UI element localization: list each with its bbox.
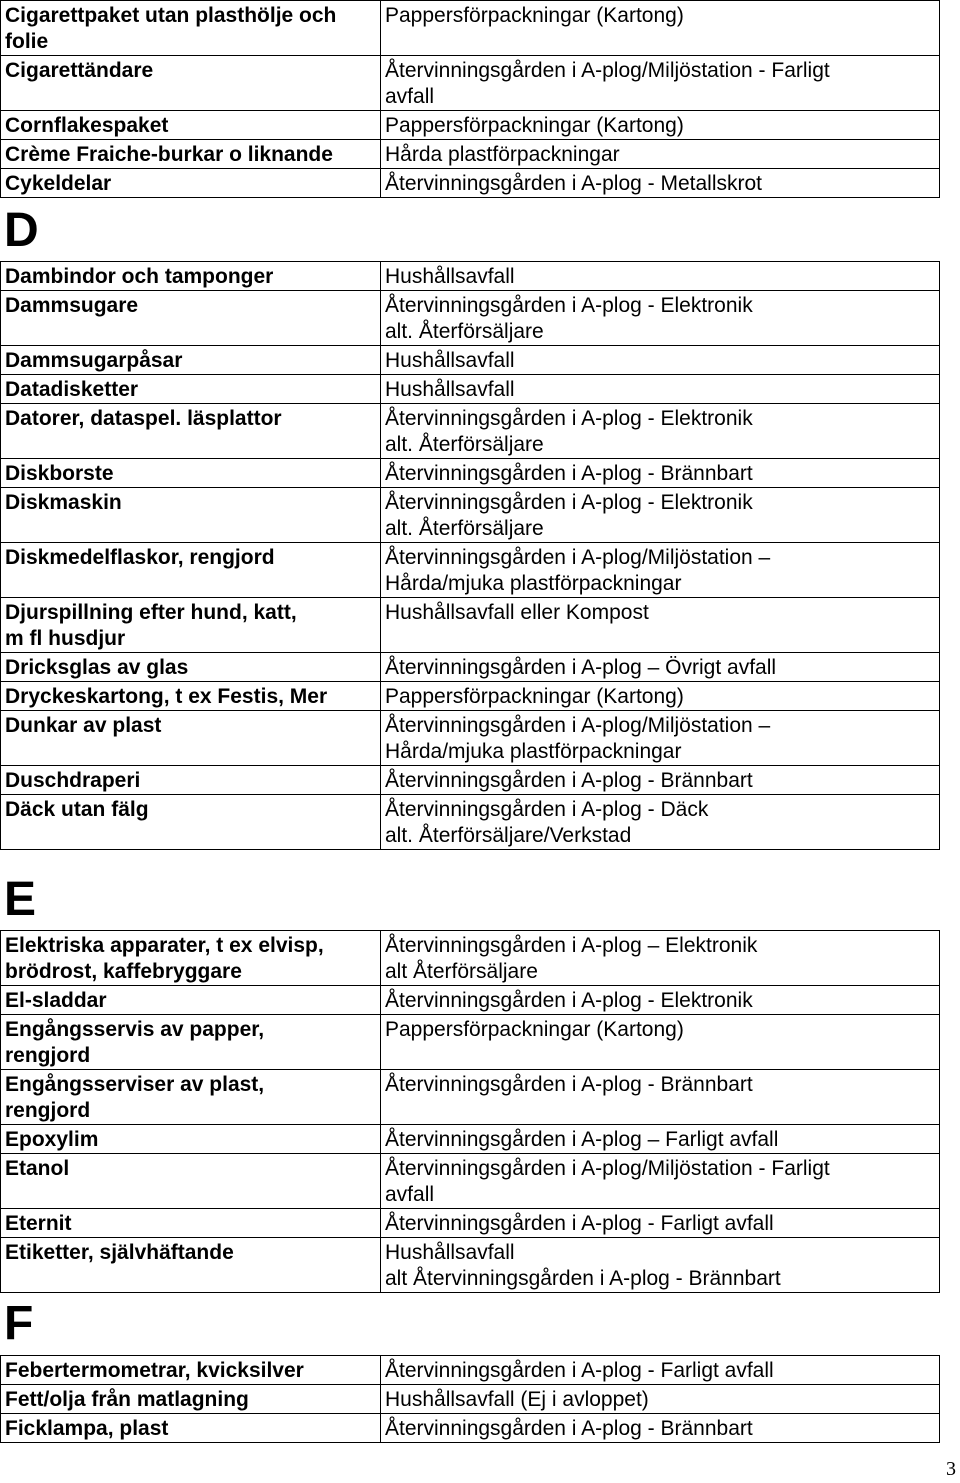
item-cell bbox=[1, 56, 381, 111]
table-body bbox=[1, 931, 940, 1293]
destination-cell bbox=[381, 598, 940, 653]
destination-cell bbox=[381, 459, 940, 488]
destination-text: Återvinningsgården i A-plog/Miljöstation – Hårda/mjuka plastförpackningar bbox=[385, 546, 771, 595]
item-cell bbox=[1, 1414, 381, 1443]
destination-cell bbox=[381, 543, 940, 598]
table-row bbox=[1, 1385, 940, 1414]
table-row bbox=[1, 111, 940, 140]
item-cell bbox=[1, 653, 381, 682]
table-row bbox=[1, 262, 940, 291]
item-name: Datadisketter bbox=[5, 378, 139, 401]
destination-cell bbox=[381, 111, 940, 140]
item-cell bbox=[1, 598, 381, 653]
item-name: Däck utan fälg bbox=[5, 798, 149, 821]
destination-text: Pappersförpackningar (Kartong) bbox=[385, 114, 684, 137]
table-row bbox=[1, 1125, 940, 1154]
table-row bbox=[1, 488, 940, 543]
item-cell bbox=[1, 346, 381, 375]
destination-text: Hushållsavfall (Ej i avloppet) bbox=[385, 1388, 649, 1411]
destination-text: Hushållsavfall bbox=[385, 265, 515, 288]
item-cell bbox=[1, 140, 381, 169]
table-row bbox=[1, 711, 940, 766]
destination-text: Återvinningsgården i A-plog/Miljöstation - Farligt avfall bbox=[385, 59, 830, 108]
destination-text: Återvinningsgården i A-plog/Miljöstation - Farligt avfall bbox=[385, 1157, 830, 1206]
page-number: 3 bbox=[946, 1458, 956, 1480]
table-body bbox=[1, 1, 940, 198]
destination-text: Återvinningsgården i A-plog - Däck alt. Återförsäljare/Verkstad bbox=[385, 798, 709, 847]
table-row bbox=[1, 653, 940, 682]
destination-cell bbox=[381, 682, 940, 711]
item-cell bbox=[1, 375, 381, 404]
item-name: Febertermometrar, kvicksilver bbox=[5, 1359, 304, 1382]
item-name: Datorer, dataspel. läsplattor bbox=[5, 407, 282, 430]
destination-text: Återvinningsgården i A-plog - Elektronik alt. Återförsäljare bbox=[385, 407, 753, 456]
item-name: Fett/olja från matlagning bbox=[5, 1388, 249, 1411]
sorting-table-c bbox=[0, 0, 940, 198]
item-name: Engångsservis av papper, rengjord bbox=[5, 1018, 265, 1067]
destination-cell bbox=[381, 795, 940, 850]
destination-text: Hushållsavfall bbox=[385, 378, 515, 401]
table-row bbox=[1, 140, 940, 169]
destination-cell bbox=[381, 1209, 940, 1238]
sorting-table-f bbox=[0, 1355, 940, 1443]
destination-cell bbox=[381, 1356, 940, 1385]
destination-cell bbox=[381, 711, 940, 766]
destination-cell bbox=[381, 1385, 940, 1414]
item-name: Cornflakespaket bbox=[5, 114, 169, 137]
item-cell bbox=[1, 682, 381, 711]
destination-text: Återvinningsgården i A-plog – Farligt avfall bbox=[385, 1128, 779, 1151]
destination-text: Återvinningsgården i A-plog – Övrigt avfall bbox=[385, 656, 777, 679]
item-name: Dryckeskartong, t ex Festis, Mer bbox=[5, 685, 328, 708]
destination-text: Återvinningsgården i A-plog - Farligt avfall bbox=[385, 1212, 774, 1235]
table-row bbox=[1, 291, 940, 346]
destination-text: Återvinningsgården i A-plog - Elektronik bbox=[385, 989, 753, 1012]
table-row bbox=[1, 169, 940, 198]
item-name: Dunkar av plast bbox=[5, 714, 162, 737]
table-row bbox=[1, 459, 940, 488]
item-name: Dricksglas av glas bbox=[5, 656, 189, 679]
destination-cell bbox=[381, 169, 940, 198]
item-name: Dambindor och tamponger bbox=[5, 265, 274, 288]
destination-text: Återvinningsgården i A-plog - Farligt avfall bbox=[385, 1359, 774, 1382]
item-cell bbox=[1, 1154, 381, 1209]
table-row bbox=[1, 1070, 940, 1125]
item-cell bbox=[1, 1356, 381, 1385]
destination-cell bbox=[381, 931, 940, 986]
section-letter-f: F bbox=[4, 1297, 34, 1350]
table-row bbox=[1, 1154, 940, 1209]
table-row bbox=[1, 1015, 940, 1070]
destination-cell bbox=[381, 346, 940, 375]
item-cell bbox=[1, 169, 381, 198]
item-name: Dammsugarpåsar bbox=[5, 349, 183, 372]
destination-text: Återvinningsgården i A-plog - Elektronik alt. Återförsäljare bbox=[385, 491, 753, 540]
destination-text: Återvinningsgården i A-plog - Elektronik alt. Återförsäljare bbox=[385, 294, 753, 343]
item-name: Ficklampa, plast bbox=[5, 1417, 169, 1440]
item-cell bbox=[1, 1070, 381, 1125]
table-row bbox=[1, 375, 940, 404]
destination-cell bbox=[381, 375, 940, 404]
item-cell bbox=[1, 488, 381, 543]
item-cell bbox=[1, 111, 381, 140]
destination-text: Hushållsavfall alt Återvinningsgården i A-plog - Brännbart bbox=[385, 1241, 781, 1290]
item-name: Eternit bbox=[5, 1212, 72, 1235]
item-cell bbox=[1, 931, 381, 986]
table-row bbox=[1, 682, 940, 711]
item-name: Duschdraperi bbox=[5, 769, 141, 792]
item-name: Diskborste bbox=[5, 462, 114, 485]
destination-text: Återvinningsgården i A-plog - Brännbart bbox=[385, 769, 753, 792]
destination-cell bbox=[381, 1238, 940, 1293]
table-row bbox=[1, 404, 940, 459]
destination-cell bbox=[381, 1, 940, 56]
destination-cell bbox=[381, 653, 940, 682]
item-name: Diskmedelflaskor, rengjord bbox=[5, 546, 275, 569]
item-cell bbox=[1, 1125, 381, 1154]
destination-text: Hushållsavfall bbox=[385, 349, 515, 372]
destination-cell bbox=[381, 488, 940, 543]
item-cell bbox=[1, 766, 381, 795]
table-row bbox=[1, 1209, 940, 1238]
item-name: Crème Fraiche-burkar o liknande bbox=[5, 143, 333, 166]
item-cell bbox=[1, 1, 381, 56]
destination-cell bbox=[381, 1015, 940, 1070]
sorting-table-d bbox=[0, 261, 940, 850]
table-row bbox=[1, 56, 940, 111]
destination-text: Återvinningsgården i A-plog - Brännbart bbox=[385, 1073, 753, 1096]
destination-cell bbox=[381, 1070, 940, 1125]
destination-cell bbox=[381, 766, 940, 795]
item-cell bbox=[1, 291, 381, 346]
destination-cell bbox=[381, 1125, 940, 1154]
table-row bbox=[1, 1356, 940, 1385]
destination-cell bbox=[381, 56, 940, 111]
table-row bbox=[1, 543, 940, 598]
item-name: El-sladdar bbox=[5, 989, 107, 1012]
destination-text: Återvinningsgården i A-plog/Miljöstation – Hårda/mjuka plastförpackningar bbox=[385, 714, 771, 763]
destination-text: Återvinningsgården i A-plog - Brännbart bbox=[385, 462, 753, 485]
table-row bbox=[1, 346, 940, 375]
table-row bbox=[1, 1, 940, 56]
table-row bbox=[1, 1414, 940, 1443]
section-letter-e: E bbox=[4, 873, 37, 926]
item-name: Etiketter, självhäftande bbox=[5, 1241, 234, 1264]
destination-cell bbox=[381, 404, 940, 459]
destination-text: Pappersförpackningar (Kartong) bbox=[385, 4, 684, 27]
table-row bbox=[1, 795, 940, 850]
table-row bbox=[1, 766, 940, 795]
destination-cell bbox=[381, 262, 940, 291]
item-name: Cigarettpaket utan plasthölje och folie bbox=[5, 4, 337, 53]
item-name: Dammsugare bbox=[5, 294, 139, 317]
item-cell bbox=[1, 1015, 381, 1070]
destination-text: Pappersförpackningar (Kartong) bbox=[385, 685, 684, 708]
destination-text: Återvinningsgården i A-plog – Elektronik alt Återförsäljare bbox=[385, 934, 758, 983]
destination-text: Återvinningsgården i A-plog - Brännbart bbox=[385, 1417, 753, 1440]
item-cell bbox=[1, 1238, 381, 1293]
destination-text: Pappersförpackningar (Kartong) bbox=[385, 1018, 684, 1041]
item-name: Djurspillning efter hund, katt, m fl husdjur bbox=[5, 601, 297, 650]
item-cell bbox=[1, 543, 381, 598]
item-name: Diskmaskin bbox=[5, 491, 122, 514]
item-name: Elektriska apparater, t ex elvisp, brödrost, kaffebryggare bbox=[5, 934, 324, 983]
destination-cell bbox=[381, 1154, 940, 1209]
item-name: Cigarettändare bbox=[5, 59, 154, 82]
item-cell bbox=[1, 795, 381, 850]
item-cell bbox=[1, 1209, 381, 1238]
item-name: Etanol bbox=[5, 1157, 70, 1180]
destination-cell bbox=[381, 1414, 940, 1443]
item-name: Cykeldelar bbox=[5, 172, 112, 195]
table-body bbox=[1, 1356, 940, 1443]
table-body bbox=[1, 262, 940, 850]
destination-cell bbox=[381, 140, 940, 169]
destination-cell bbox=[381, 986, 940, 1015]
table-row bbox=[1, 598, 940, 653]
destination-text: Hushållsavfall eller Kompost bbox=[385, 601, 649, 624]
item-cell bbox=[1, 986, 381, 1015]
table-row bbox=[1, 931, 940, 986]
item-name: Epoxylim bbox=[5, 1128, 99, 1151]
destination-cell bbox=[381, 291, 940, 346]
destination-text: Återvinningsgården i A-plog - Metallskrot bbox=[385, 172, 763, 195]
section-letter-d: D bbox=[4, 204, 39, 257]
item-cell bbox=[1, 459, 381, 488]
item-cell bbox=[1, 711, 381, 766]
item-cell bbox=[1, 262, 381, 291]
destination-text: Hårda plastförpackningar bbox=[385, 143, 620, 166]
item-cell bbox=[1, 1385, 381, 1414]
table-row bbox=[1, 986, 940, 1015]
item-cell bbox=[1, 404, 381, 459]
table-row bbox=[1, 1238, 940, 1293]
item-name: Engångsserviser av plast, rengjord bbox=[5, 1073, 265, 1122]
sorting-table-e bbox=[0, 930, 940, 1293]
